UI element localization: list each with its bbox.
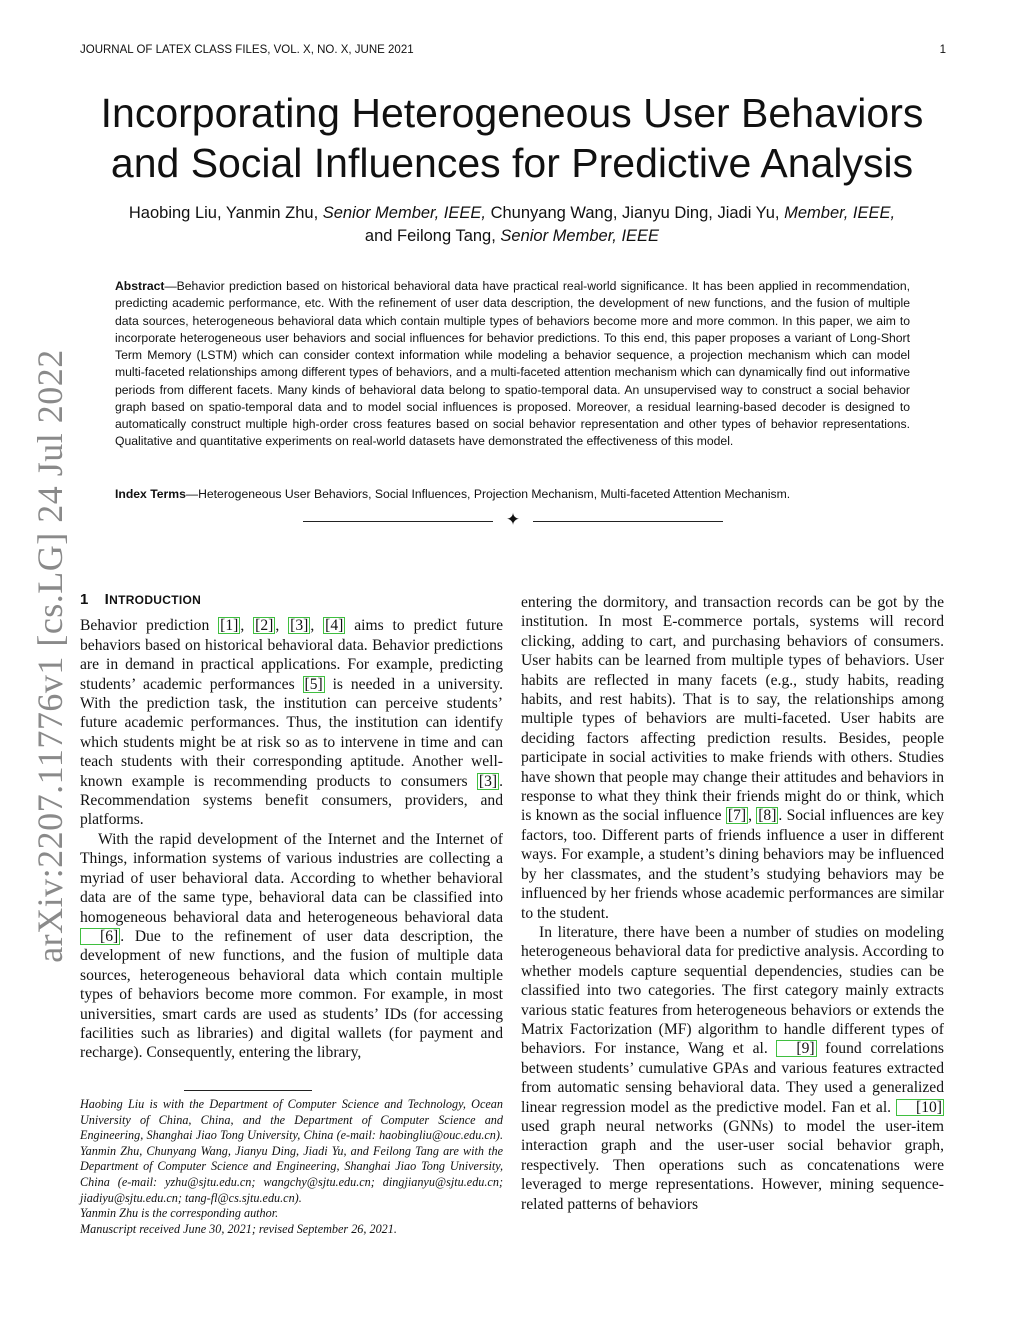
right-column xyxy=(521,593,944,1214)
section-number: 1 xyxy=(80,591,89,608)
citation-link[interactable]: [9] xyxy=(776,1040,816,1057)
text-run: , xyxy=(748,807,757,825)
citation-link[interactable]: [8] xyxy=(758,807,777,825)
citation-link[interactable]: [2] xyxy=(255,617,274,635)
author-role-1: Senior Member, IEEE, xyxy=(322,204,486,222)
text-run: entering the dormitory, and transaction records can be got by the institution. In most E-commerce portals, systems will record clicking, adding to cart, and purchasing behaviors of consumers. User habits can be learned from multiple types of behaviors. User habits are reflected in many facets (e.g., study habits, reading habits, and rest habits). That is to say, the relationships among multiple types of behaviors are multi-faceted. User habits are deciding factors affecting prediction results. Besides, people participate in social activities to make friends with others. Studies have shown that people may change their attitudes and behaviors in response to what they think their friends might do or think, which is known as the social influence xyxy=(521,594,944,825)
section-title-initial: I xyxy=(104,591,110,608)
divider-line-right xyxy=(533,521,723,522)
citation-link[interactable]: [3] xyxy=(478,772,498,790)
footnotes xyxy=(80,1097,503,1237)
paragraph-2 xyxy=(80,830,503,1063)
section-title-rest: NTRODUCTION xyxy=(109,593,202,607)
citation-link[interactable]: [1] xyxy=(220,617,239,635)
text-run: . Social influences are key factors, too. Different parts of friends influence a user in different ways. For example, a student’s dining behaviors may be influenced by her classmates, and the student’s studying behaviors may be influenced by her friends whose academic performances are similar to the student. xyxy=(521,807,944,922)
paragraph-4 xyxy=(521,923,944,1214)
author-role-2: Member, IEEE, xyxy=(784,204,896,222)
paper-title xyxy=(90,88,934,188)
paragraph-3 xyxy=(521,593,944,923)
abstract-text: —Behavior prediction based on historical behavioral data have practical real-world significance. It has been applied in recommendation, predicting academic performance, etc. With the refinement of user data description, the development of new functions, and the fusion of multiple data sources, heterogeneous behavioral data which contain multiple types of behaviors become more and more common. In this paper, we aim to incorporate heterogeneous user behaviors and social influences for behavior predictions. To this end, this paper proposes a variant of Long-Short Term Memory (LSTM) which can consider context information while modeling a behavior sequence, a projection mechanism which can model multi-faceted relationships among different types of behaviors, and a multi-faceted attention mechanism which can dynamically find out informative periods from different facets. Many kinds of behavioral data belong to spatio-temporal data. An unsupervised way to construct a social behavior graph based on spatio-temporal data and to model social influences is proposed. Moreover, a residual learning-based decoder is designed to automatically construct multiple high-order cross features based on social behavior representation and other types of behavior representations. Qualitative and quantitative experiments on real-world datasets have demonstrated the effectiveness of this model. xyxy=(115,279,910,449)
paragraph-1 xyxy=(80,616,503,829)
abstract xyxy=(115,278,910,451)
text-run: used graph neural networks (GNNs) to model the user-item interaction graph and the user-user social behavior graph, respectively. Then operations such as concatenations were leveraged to merge representations. However, mining sequence-related patterns of behaviors xyxy=(521,1117,944,1213)
title-line-1: Incorporating Heterogeneous User Behaviors xyxy=(100,90,924,136)
index-terms-label: Index Terms xyxy=(115,487,186,501)
text-run: In literature, there have been a number of studies on modeling heterogeneous behavioral data for predictive analysis. According to whether models capture sequential dependencies, studies can be classified into two categories. The first category mainly extracts various static features from heterogeneous behaviors or extends the Matrix Factorization (MF) algorithm to handle different types of behaviors. For instance, Wang et al. xyxy=(521,923,944,1058)
manuscript-dates-note: Manuscript received June 30, 2021; revised September 26, 2021. xyxy=(80,1221,397,1236)
text-run: Behavior prediction xyxy=(80,617,219,635)
index-terms xyxy=(115,486,910,503)
authors-part-1: Haobing Liu, Yanmin Zhu, xyxy=(128,204,319,222)
index-terms-text: —Heterogeneous User Behaviors, Social Influences, Projection Mechanism, Multi-faceted Attention Mechanism. xyxy=(185,487,791,501)
corresponding-author-note: Yanmin Zhu is the corresponding author. xyxy=(80,1206,279,1221)
journal-header: JOURNAL OF LATEX CLASS FILES, VOL. X, NO. X, JUNE 2021 xyxy=(80,44,414,56)
footnote-rule xyxy=(184,1090,312,1091)
citation-link[interactable]: [10] xyxy=(896,1099,944,1116)
text-run: is needed in a university. With the prediction task, the institution can perceive students’ future academic performances. Thus, the institution can identify which students might be at risk so as to intervene in time and can teach students with their corresponding aptitude. Another well-known example is recommending products to consumers xyxy=(80,675,504,790)
author-role-3: Senior Member, IEEE xyxy=(500,227,660,245)
authors-part-3: and Feilong Tang, xyxy=(364,227,496,245)
citation-link[interactable]: [3] xyxy=(290,617,309,635)
citation-link[interactable]: [7] xyxy=(727,807,747,825)
text-run: , xyxy=(275,617,289,635)
author-list xyxy=(80,202,944,248)
divider-diamond-icon: ✦ xyxy=(505,510,521,529)
citation-link[interactable]: [6] xyxy=(80,928,120,945)
abstract-label: Abstract xyxy=(115,279,165,293)
citation-link[interactable]: [4] xyxy=(325,617,344,635)
affiliation-footnote: Haobing Liu is with the Department of Computer Science and Technology, Ocean University of China, China, and the Department of Computer Science and Engineering, Shanghai Jiao Tong University, China (e-mail: haobingliu@ouc.edu.cn). Yanmin Zhu, Chunyang Wang, Jianyu Ding, Jiadi Yu, and Feilong Tang are with the Department of Computer Science and Engineering, Shanghai Jiao Tong University, China (e-mail: yzhu@sjtu.edu.cn; wangchy@sjtu.edu.cn; dingjianyu@sjtu.edu.cn; jiadiyu@sjtu.edu.cn; tang-fl@cs.sjtu.edu.cn). xyxy=(80,1097,503,1205)
text-run: . Due to the refinement of user data description, the development of new functions, and the fusion of multiple data sources, heterogeneous behavioral data which contain multiple types of behaviors become more common. For example, in most universities, smart cards are used as students’ IDs (for accessing facilities such as libraries) and digital wallets (for payment and recharge). Consequently, entering the library, xyxy=(80,927,503,1062)
section-divider xyxy=(303,512,723,532)
running-head xyxy=(80,44,946,62)
text-run: With the rapid development of the Internet and the Internet of Things, information systems of various industries are collecting a myriad of user behavioral data. According to whether behavioral data are of the same type, behavioral data can be classified into homogeneous behavioral data and heterogeneous behavioral data xyxy=(80,830,503,926)
text-run: , xyxy=(240,617,254,635)
text-run: , xyxy=(310,617,324,635)
text-run: aims to predict future behaviors based on historical behavioral data. Behavior predictions are in demand in practical applications. For example, predicting students’ academic performances xyxy=(80,617,504,693)
text-run: . Recommendation systems benefit consumers, providers, and platforms. xyxy=(80,772,503,829)
title-line-2: and Social Influences for Predictive Analysis xyxy=(110,140,914,186)
section-heading xyxy=(80,590,503,610)
page-number: 1 xyxy=(939,44,946,56)
citation-link[interactable]: [5] xyxy=(304,675,323,693)
left-column xyxy=(80,590,503,1063)
divider-line-left xyxy=(303,521,493,522)
text-run: found correlations between students’ cumulative GPAs and various features extracted from automatic sensing behavioral data. They used a generalized linear regression model as the predictive model. Fan et al. xyxy=(521,1040,944,1116)
arxiv-identifier: arXiv:2207.11776v1 [cs.LG] 24 Jul 2022 xyxy=(30,349,70,963)
authors-part-2: Chunyang Wang, Jianyu Ding, Jiadi Yu, xyxy=(490,204,780,222)
